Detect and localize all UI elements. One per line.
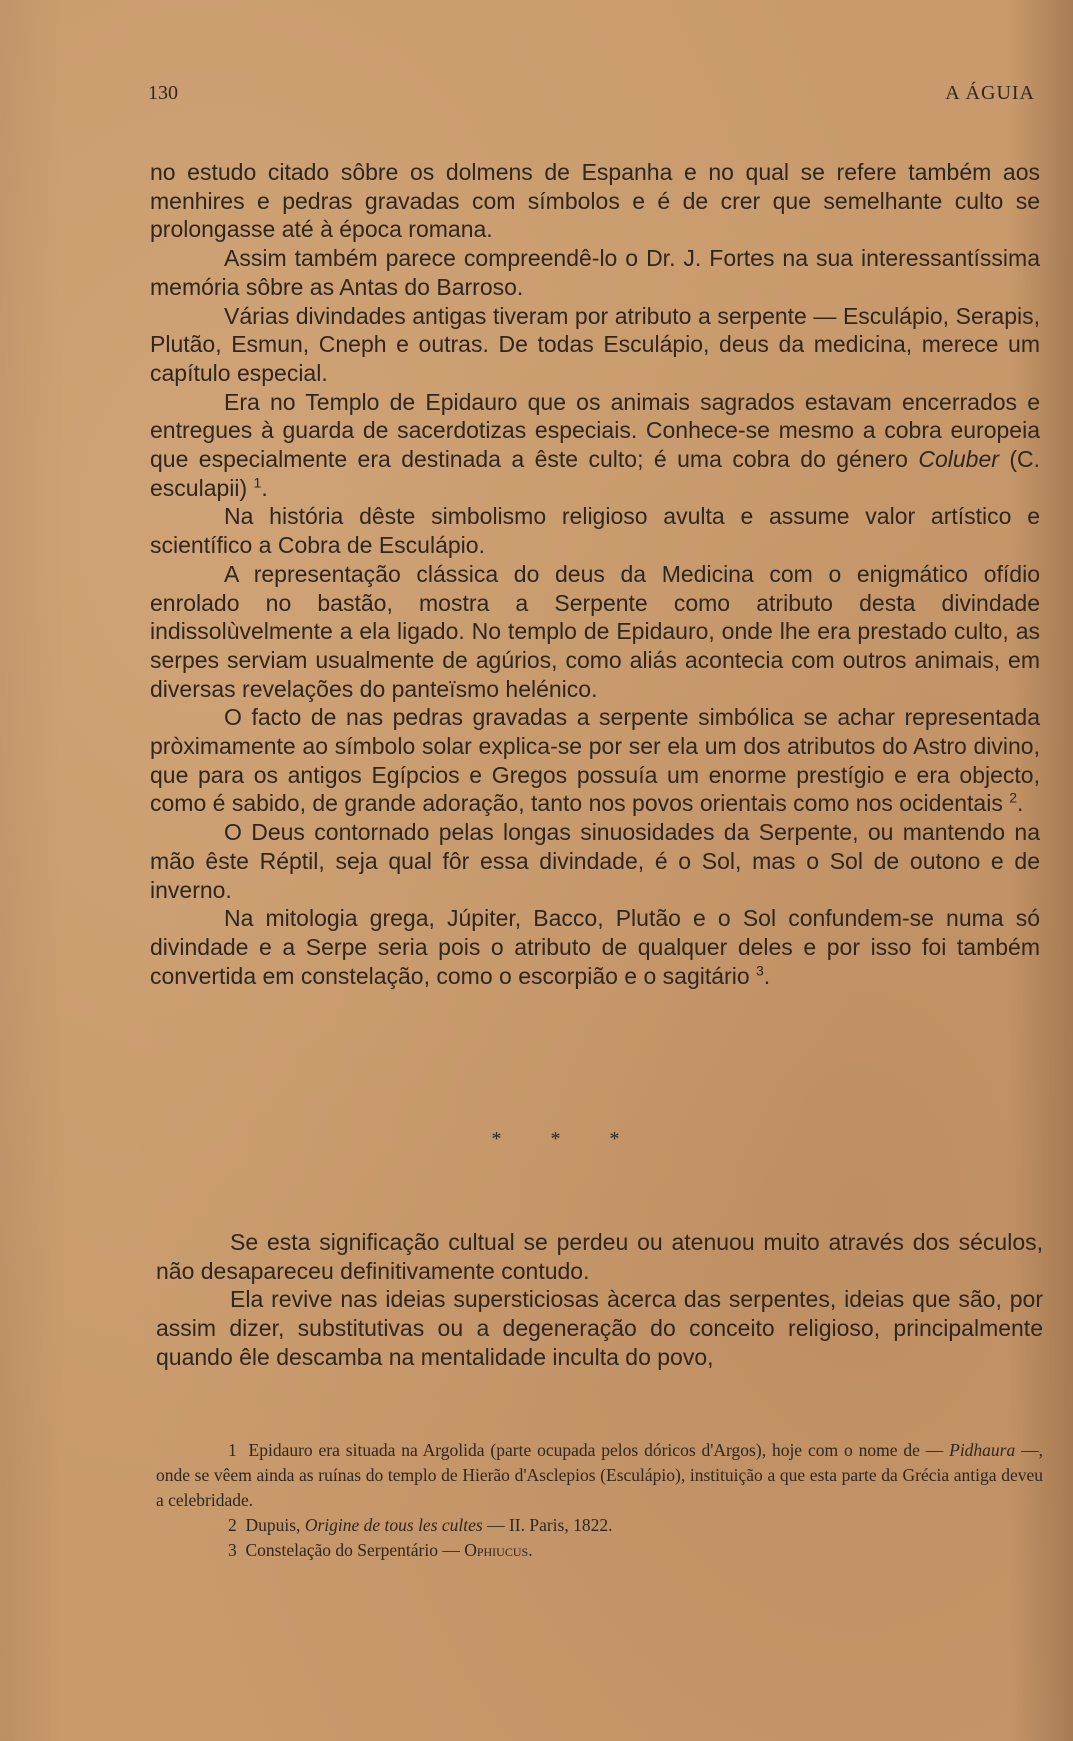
paragraph: A representação clássica do deus da Medicina com o enigmático ofídio enrolado no bastão, mostra a Serpente como atributo desta divindade indissolùvelmente a ela ligado. No templo de Epidauro, onde lhe era prestado culto, as serpes serviam usualmente de agúrios, como aliás acontecia com outros animais, em diversas revelações do panteïsmo helénico. bbox=[150, 560, 1040, 702]
footnote: 1 Epidauro era situada na Argolida (parte ocupada pelos dóricos d'Argos), hoje com o nome de — Pidhaura —, onde se vêem ainda as ruínas do templo de Hierão d'Asclepios (Esculápio), instituição a que esta parte da Grécia antiga deveu a celebridade. bbox=[156, 1440, 1044, 1510]
paragraph: O Deus contornado pelas longas sinuosidades da Serpente, ou mantendo na mão êste Réptil, seja qual fôr essa divindade, é o Sol, mas o Sol de outono e de inverno. bbox=[150, 819, 1040, 903]
footnote-ref: 1 bbox=[253, 474, 262, 491]
paragraph: Era no Templo de Epidauro que os animais sagrados estavam encerrados e entregues à guarda de sacerdotizas especiais. Conhece-se mesmo a cobra europeia que especialmente era destinada a êste culto; é uma cobra do género Coluber (C. esculapii) $^1$. bbox=[150, 388, 1040, 501]
main-text-section-1 bbox=[150, 158, 1040, 990]
paragraph: Assim também parece compreendê-lo o Dr. J. Fortes na sua interessantíssima memória sôbre as Antas do Barroso. bbox=[150, 245, 1040, 300]
footnote-ref: 2 bbox=[1009, 789, 1018, 806]
paragraph: Várias divindades antigas tiveram por atributo a serpente — Esculápio, Serapis, Plutão, Esmun, Cneph e outras. De todas Esculápio, deus da medicina, merece um capítulo especial. bbox=[150, 302, 1040, 386]
page-header bbox=[0, 82, 1073, 112]
paragraph: Na mitologia grega, Júpiter, Bacco, Plutão e o Sol confundem-se numa só divindade e a Serpe seria pois o atributo de qualquer deles e por isso foi também convertida em constelação, como o escorpião e o sagitário $^3$. bbox=[150, 905, 1040, 989]
paragraph: Na história dêste simbolismo religioso avulta e assume valor artístico e scientífico a Cobra de Esculápio. bbox=[150, 503, 1040, 559]
footnote-ref: 3 bbox=[756, 962, 764, 979]
footnote: 3 Constelação do Serpentário — Ophiucus. bbox=[228, 1540, 533, 1560]
paragraph: Se esta significação cultual se perdeu ou atenuou muito através dos séculos, não desapareceu definitivamente contudo. bbox=[156, 1229, 1043, 1284]
section-separator: * * * bbox=[491, 1128, 642, 1150]
paragraph: no estudo citado sôbre os dolmens de Espanha e no qual se refere também aos menhires e pedras gravadas com símbolos e é de crer que semelhante culto se prolongasse até à época romana. bbox=[150, 159, 1040, 243]
footnote: 2 Dupuis, Origine de tous les cultes — II. Paris, 1822. bbox=[228, 1515, 613, 1535]
footnotes bbox=[156, 1438, 1043, 1563]
page-number: 130 bbox=[148, 82, 178, 104]
paragraph: Ela revive nas ideias supersticiosas àcerca das serpentes, ideias que são, por assim dizer, substitutivas ou a degeneração do conceito religioso, principalmente quando êle descamba na mentalidade inculta do povo, bbox=[156, 1286, 1043, 1370]
italic-genus: Coluber bbox=[918, 446, 999, 473]
running-title: A ÁGUIA bbox=[945, 82, 1035, 104]
main-text-section-2 bbox=[156, 1228, 1043, 1372]
paragraph: O facto de nas pedras gravadas a serpente simbólica se achar representada pròximamente ao símbolo solar explica-se por ser ela um dos atributos do Astro divino, que para os antigos Egípcios e Gregos possuía um enorme prestígio e era objecto, como é sabido, de grande adoração, tanto nos povos orientais como nos ocidentais $^2$. bbox=[150, 704, 1040, 817]
